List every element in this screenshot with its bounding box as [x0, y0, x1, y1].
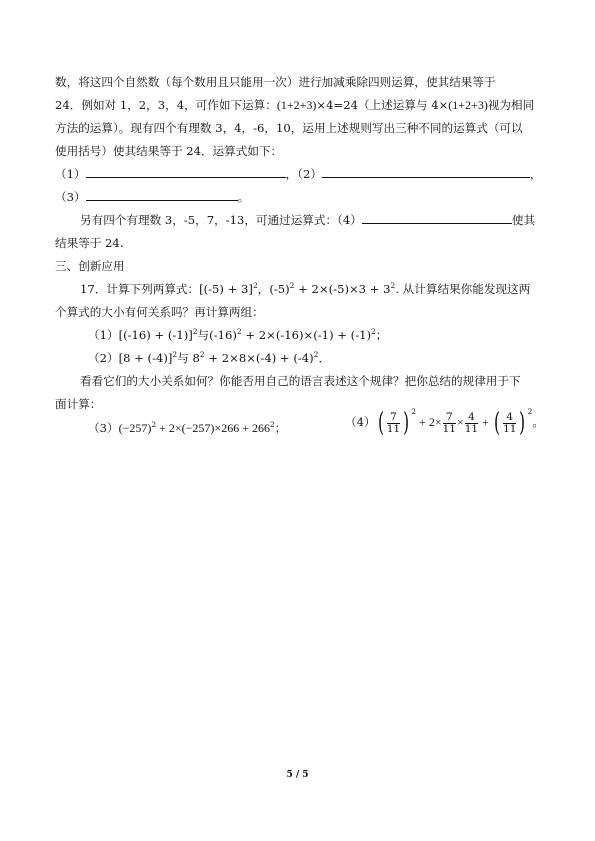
q17-sup-2: 2: [289, 281, 295, 290]
calc-3-label: （3）: [88, 421, 119, 435]
answer-blank-2[interactable]: [322, 166, 530, 178]
calc-3-expr-a: (−257): [118, 421, 152, 435]
section-title: [55, 258, 125, 274]
intro-text-3: 方法的运算）。现有四个有理数 3，4，-6，10，运用上述规则写出三种不同的运算式（可以: [55, 121, 523, 135]
answer-end-3: 。: [237, 190, 250, 204]
intro-text-1: 数，将这四个自然数（每个数用且只能用一次）进行加减乘除四则运算，使其结果等于: [55, 75, 496, 89]
q17-g2-sup-1: 2: [172, 350, 178, 359]
answer-label-2: ，（2）: [285, 167, 322, 181]
calc-4-times: ×: [456, 415, 464, 429]
fraction-4-num: 4: [503, 412, 516, 424]
right-paren-2: ): [519, 408, 526, 438]
q17-text-2: 个算式的大小有何关系吗？再计算两组：: [55, 305, 264, 319]
answer-blank-4[interactable]: [362, 212, 512, 224]
fraction-2: [443, 412, 456, 435]
q17-text-1c: + 2×(-5)×3 + 3: [294, 282, 391, 296]
intro-line-2: [55, 97, 534, 113]
answer-end-1: ，: [529, 167, 542, 181]
fraction-3-den: 11: [464, 422, 479, 435]
q17-g1-sup-3: 2: [371, 327, 376, 336]
q17-g2-d: ．: [318, 351, 331, 365]
q17-g1-c: + 2×(-16)×(-1) + (-1): [241, 328, 372, 342]
intro-text-2a: 24．例如对 1，2，3，4，可作如下运算：: [55, 98, 277, 112]
answer-label-1: （1）: [55, 167, 86, 181]
left-paren-2: (: [493, 408, 501, 438]
fraction-4: [503, 412, 516, 435]
intro-text-2e: 视为相同: [487, 98, 535, 112]
q17-g2-a: （2）[8 + (-4)]: [88, 351, 173, 365]
q17-sup-3: 2: [390, 281, 396, 290]
calc-3-end: ；: [274, 421, 287, 435]
q17-g1-sup-1: 2: [192, 327, 198, 336]
fraction-2-den: 11: [442, 422, 456, 435]
q17-group-1: [88, 327, 387, 343]
q17-line-1: [80, 281, 530, 297]
q17-text-4: 面计算：: [55, 397, 102, 411]
intro-text-4: 使用括号）使其结果等于 24．运算式如下：: [55, 144, 283, 158]
calc-4-end: 。: [532, 415, 544, 429]
q17-line-4: [55, 396, 101, 412]
answer-line-2: [55, 189, 249, 205]
intro-expr-1: (1+2+3): [276, 98, 317, 112]
q17-g2-c: + 2×8×(-4) + (-4): [204, 351, 314, 365]
intro-line-1: [55, 74, 496, 90]
extra-line-2: [55, 235, 124, 251]
q17-line-2: [55, 304, 264, 320]
q17-g1-d: ；: [375, 328, 388, 342]
calc-3-sup-2: 2: [269, 420, 275, 429]
q17-g2-sup-2: 2: [199, 350, 205, 359]
fraction-1-den: 11: [386, 422, 401, 435]
intro-expr-2: (1+2+3): [448, 98, 488, 112]
calc-4-plus2x: + 2×: [416, 415, 442, 429]
q17-text-1b: ，(-5): [257, 282, 290, 296]
q17-text-1a: 17．计算下列两算式：[(-5) + 3]: [80, 282, 253, 296]
left-paren-1: (: [377, 408, 384, 438]
extra-line-1: [80, 212, 535, 228]
intro-line-4: [55, 143, 282, 159]
q17-g1-b: 与(-16): [197, 328, 237, 342]
answer-label-3: （3）: [55, 190, 86, 204]
q17-g2-sup-3: 2: [313, 350, 319, 359]
answer-line-1: [55, 166, 542, 182]
q17-g2-b: 与 8: [177, 351, 200, 365]
section-title-text: 三、创新应用: [55, 259, 125, 273]
calc-4: [345, 407, 544, 438]
calc-3-sup-1: 2: [151, 420, 157, 429]
calc-4-sup-1: 2: [411, 407, 417, 416]
fraction-1-num: 7: [387, 412, 400, 424]
calc-3-expr-b: + 2×(−257)×266 + 266: [156, 421, 270, 435]
intro-line-3: [55, 120, 523, 136]
q17-sup-1: 2: [252, 281, 258, 290]
calc-4-sup-2: 2: [527, 407, 533, 416]
fraction-3-num: 4: [465, 412, 478, 424]
calc-4-label: （4）: [345, 415, 376, 429]
page-number: 5 / 5: [286, 770, 309, 780]
right-paren-1: ): [403, 408, 410, 438]
q17-g1-sup-2: 2: [236, 327, 242, 336]
answer-blank-1[interactable]: [86, 166, 286, 178]
answer-blank-3[interactable]: [86, 189, 238, 201]
extra-text-1a: 另有四个有理数 3，-5，7，-13，可通过运算式：（4）: [80, 213, 362, 227]
fraction-4-den: 11: [503, 422, 517, 435]
q17-line-3: [80, 373, 521, 389]
q17-text-3: 看看它们的大小关系如何？你能否用自己的语言表述这个规律？把你总结的规律用于下: [80, 374, 521, 388]
fraction-2-num: 7: [443, 412, 456, 424]
extra-text-1b: 使其: [511, 213, 536, 227]
calc-3: [88, 420, 286, 436]
q17-text-1d: . 从计算结果你能发现这两: [395, 282, 531, 296]
extra-text-2: 结果等于 24.: [55, 236, 124, 250]
fraction-3: [465, 412, 478, 435]
q17-group-2: [88, 350, 330, 366]
intro-text-2c: ×4=24（上述运算与 4×: [316, 98, 449, 112]
q17-g1-a: （1）[(-16) + (-1)]: [88, 328, 193, 342]
fraction-1: [387, 412, 400, 435]
calc-4-plus: +: [479, 415, 492, 429]
